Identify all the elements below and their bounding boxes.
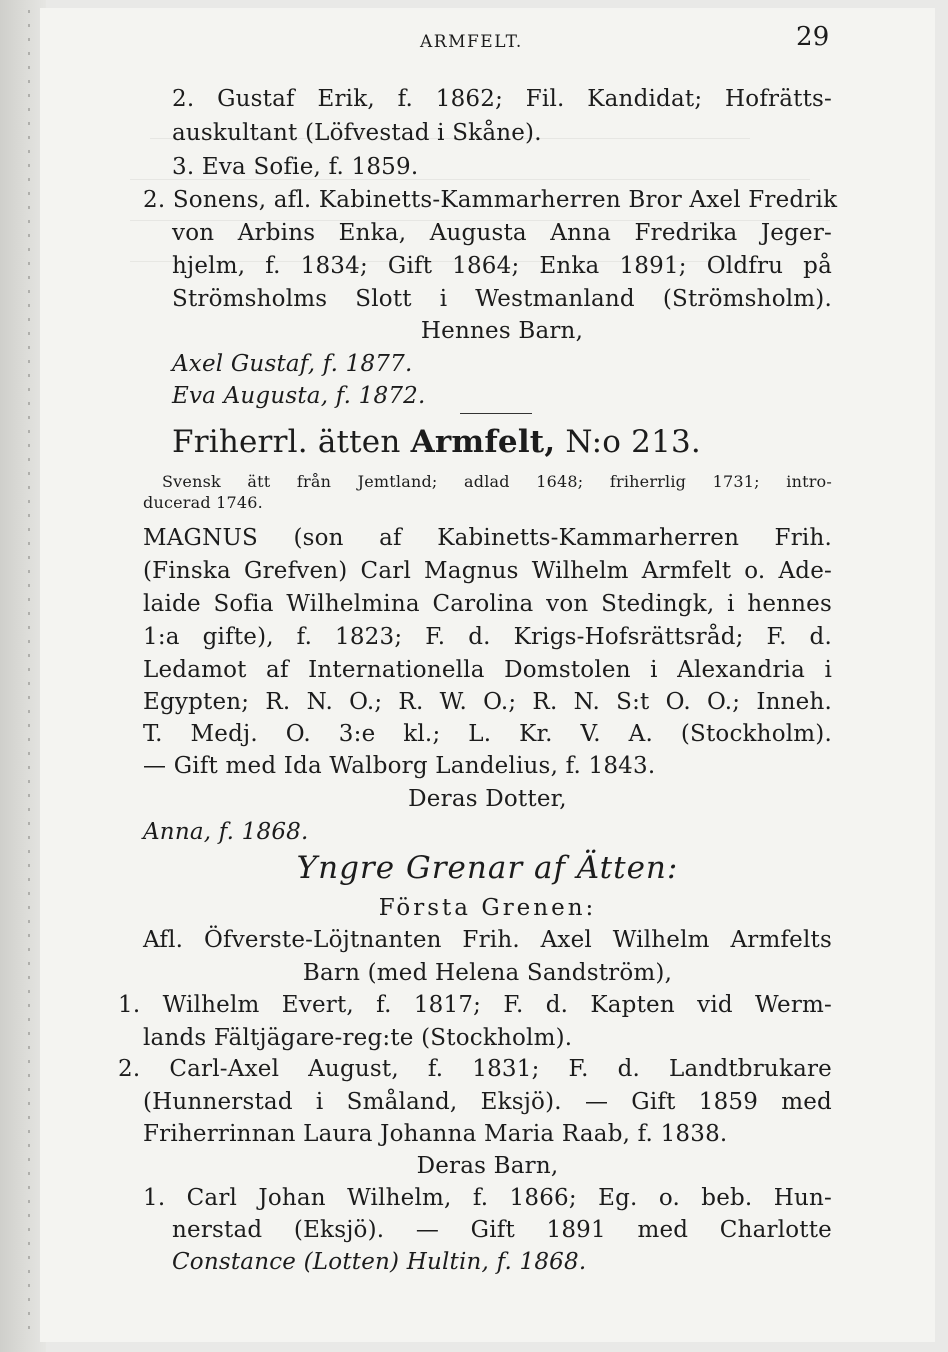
text-line: — Gift med Ida Walborg Landelius, f. 1843. <box>143 753 656 779</box>
text-line: Hennes Barn, <box>420 318 584 344</box>
section-divider <box>460 413 532 414</box>
text-line: von Arbins Enka, Augusta Anna Fredrika Jeger- <box>172 220 832 246</box>
subsection-heading: Första Grenen: <box>378 895 597 921</box>
text-line: Afl. Öfverste-Löjtnanten Frih. Axel Wilhelm Armfelts <box>143 927 832 953</box>
text-line: 1. Wilhelm Evert, f. 1817; F. d. Kapten vid Werm- <box>118 992 832 1018</box>
text-line: Anna, f. 1868. <box>143 819 309 845</box>
section-heading: Yngre Grenar af Ätten: <box>296 850 679 886</box>
page-number: 29 <box>796 22 830 52</box>
text-line: Eva Augusta, f. 1872. <box>172 383 426 409</box>
text-line: Constance (Lotten) Hultin, f. 1868. <box>172 1249 587 1275</box>
text-line: 2. Sonens, afl. Kabinetts-Kammarherren Bror Axel Fredrik <box>143 187 838 213</box>
text-line: Egypten; R. N. O.; R. W. O.; R. N. S:t O. O.; Inneh. <box>143 689 832 715</box>
book-page <box>40 8 935 1342</box>
text-line: 2. Carl-Axel August, f. 1831; F. d. Landtbrukare <box>118 1056 832 1082</box>
text-line: Svensk ätt från Jemtland; adlad 1648; friherrlig 1731; intro- <box>162 472 832 491</box>
family-heading <box>172 424 701 460</box>
text-line: laide Sofia Wilhelmina Carolina von Stedingk, i hennes <box>143 591 832 617</box>
text-line: nerstad (Eksjö). — Gift 1891 med Charlotte <box>172 1217 832 1243</box>
text-line: hjelm, f. 1834; Gift 1864; Enka 1891; Oldfru på <box>172 253 832 279</box>
text-line: 1. Carl Johan Wilhelm, f. 1866; Eg. o. beb. Hun- <box>143 1185 832 1211</box>
heading-part: Friherrl. ätten <box>172 424 411 460</box>
text-line: Deras Barn, <box>416 1153 559 1179</box>
text-line: 2. Gustaf Erik, f. 1862; Fil. Kandidat; Hofrätts- <box>172 86 832 112</box>
text-line: Barn (med Helena Sandström), <box>302 960 673 986</box>
text-line: ducerad 1746. <box>143 493 263 512</box>
text-line: T. Medj. O. 3:e kl.; L. Kr. V. A. (Stockholm). <box>143 721 832 747</box>
text-line: Axel Gustaf, f. 1877. <box>172 351 413 377</box>
running-title: ARMFELT. <box>420 32 523 52</box>
heading-number: N:o 213. <box>555 424 701 460</box>
text-line: Friherrinnan Laura Johanna Maria Raab, f. 1838. <box>143 1121 728 1147</box>
text-line: (Hunnerstad i Småland, Eksjö). — Gift 1859 med <box>143 1089 832 1115</box>
text-line: (Finska Grefven) Carl Magnus Wilhelm Armfelt o. Ade- <box>143 558 832 584</box>
text-line: 1:a gifte), f. 1823; F. d. Krigs-Hofsrättsråd; F. d. <box>143 624 832 650</box>
text-line: MAGNUS (son af Kabinetts-Kammarherren Frih. <box>143 525 832 551</box>
text-line: lands Fältjägare-reg:te (Stockholm). <box>143 1025 573 1051</box>
text-line: auskultant (Löfvestad i Skåne). <box>172 120 542 146</box>
text-line: Deras Dotter, <box>408 786 567 812</box>
text-line: 3. Eva Sofie, f. 1859. <box>172 154 419 180</box>
text-line: Strömsholms Slott i Westmanland (Strömsholm). <box>172 286 832 312</box>
heading-family-name: Armfelt, <box>410 424 556 460</box>
text-line: Ledamot af Internationella Domstolen i Alexandria i <box>143 657 832 683</box>
